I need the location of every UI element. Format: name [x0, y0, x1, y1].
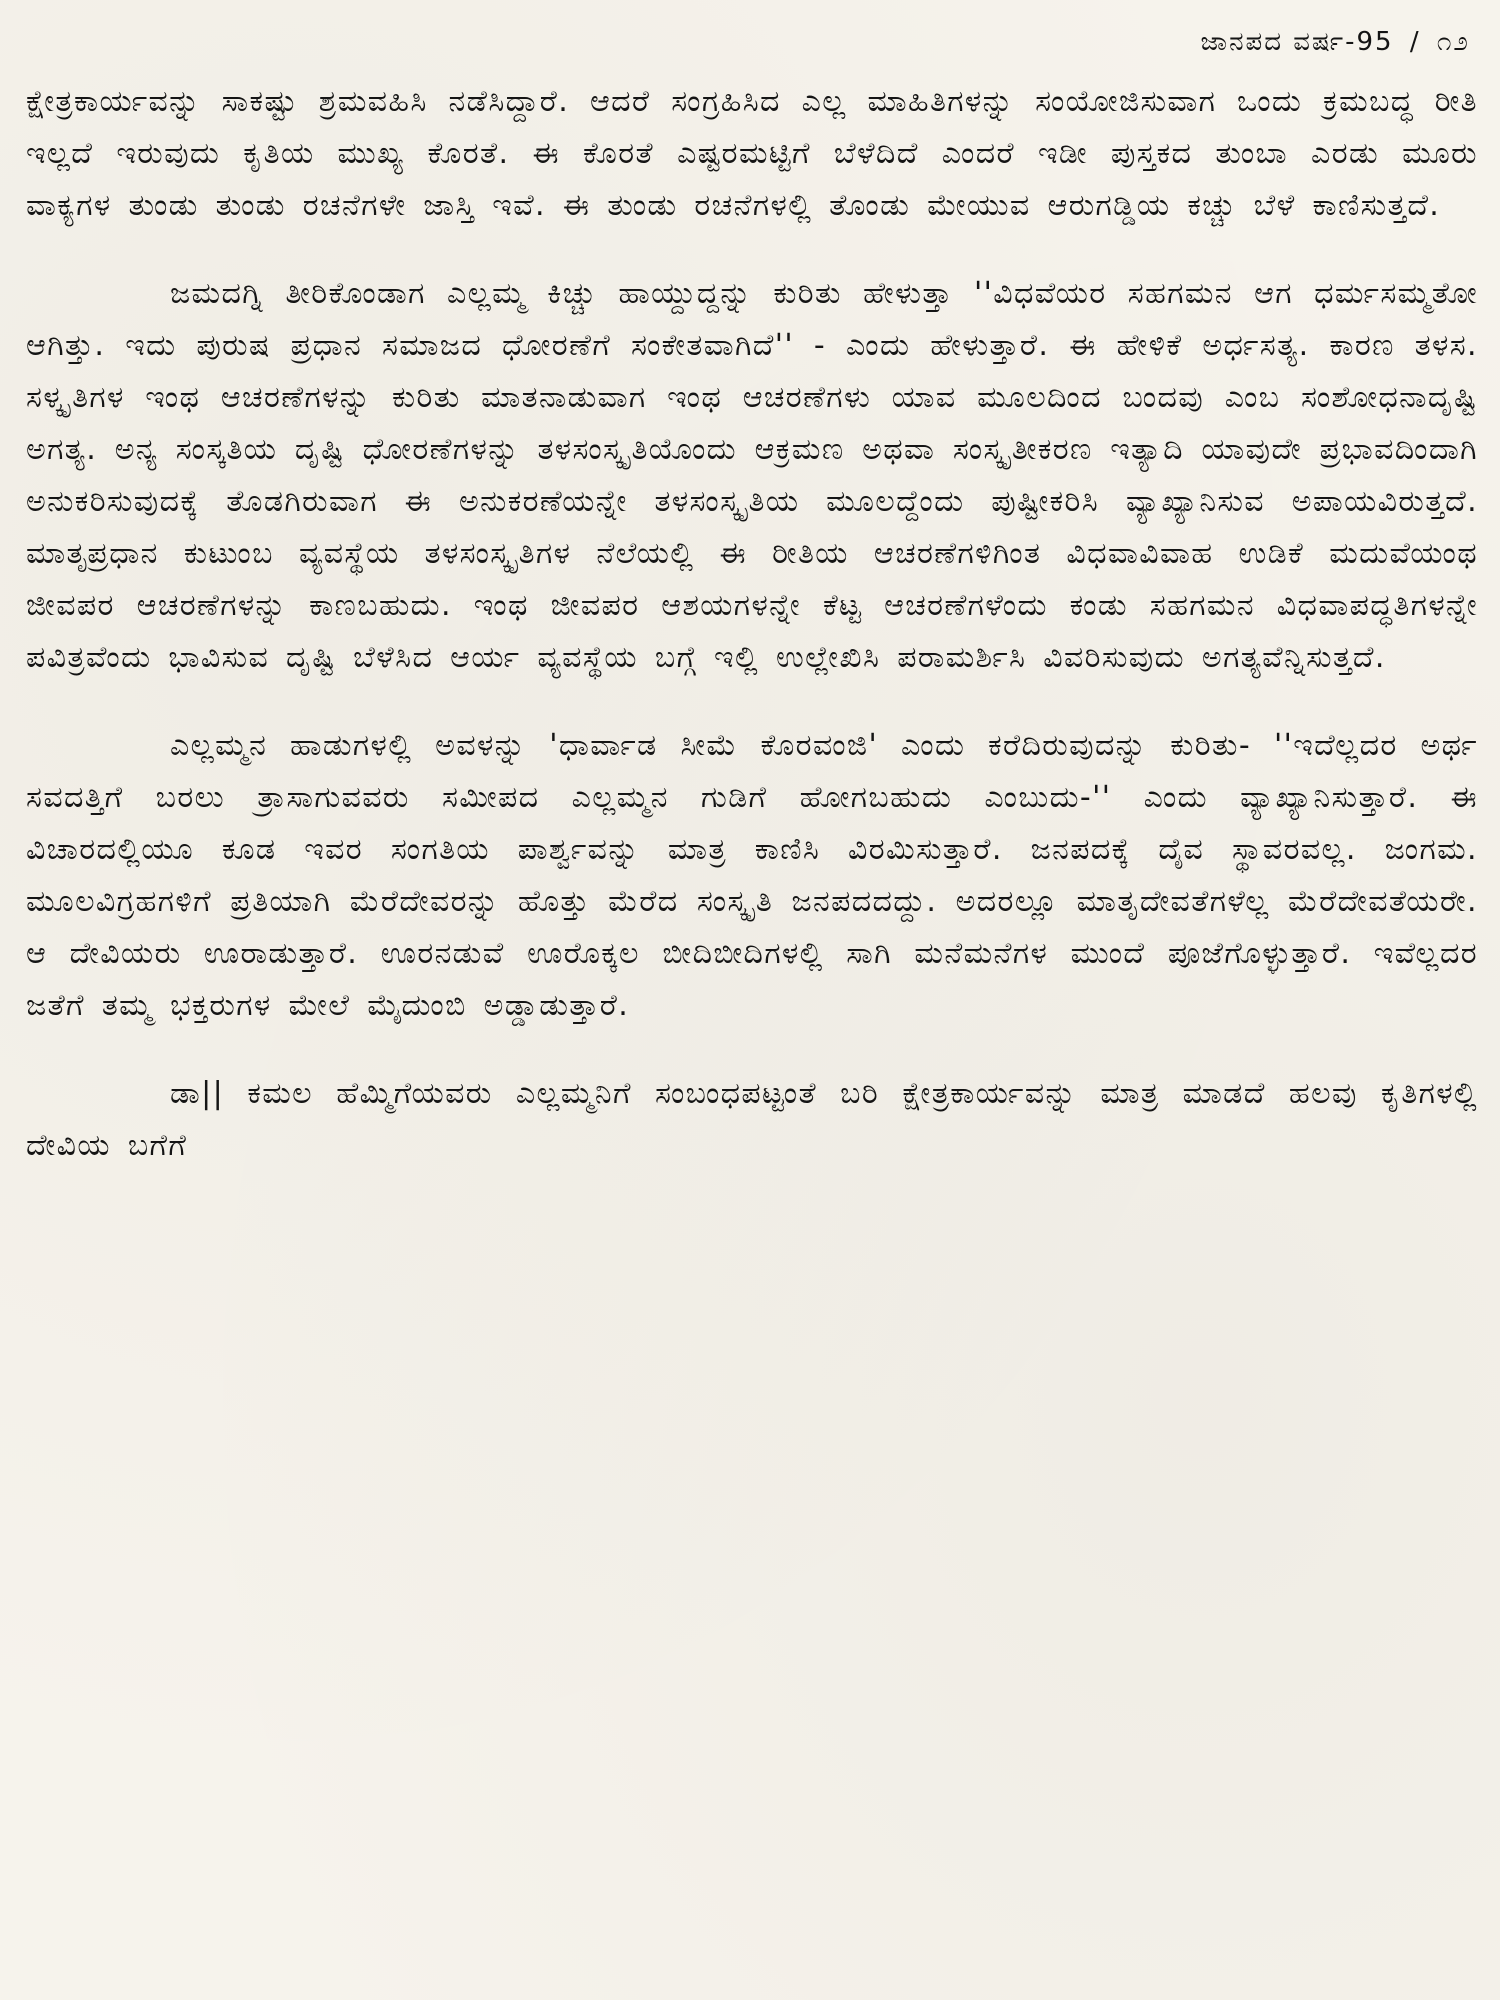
- header-separator: /: [1409, 27, 1421, 57]
- running-head: [26, 20, 1478, 76]
- paragraph-4: ಡಾ|| ಕಮಲ ಹೆಮ್ಮಿಗೆಯವರು ಎಲ್ಲಮ್ಮನಿಗೆ ಸಂಬಂಧಪಟ್ಟಂತೆ ಬರಿ ಕ್ಷೇತ್ರಕಾರ್ಯವನ್ನು ಮಾತ್ರ ಮಾಡದೆ ಹಲವು ಕೃತಿಗಳಲ್ಲಿ ದೇವಿಯ ಬಗೆಗೆ: [26, 1076, 1478, 1163]
- journal-title: ಜಾನಪದ ವರ್ಷ-95: [1200, 27, 1394, 57]
- paragraph-3: ಎಲ್ಲಮ್ಮನ ಹಾಡುಗಳಲ್ಲಿ ಅವಳನ್ನು 'ಧಾರ್ವಾಡ ಸೀಮೆ ಕೊರವಂಜಿ' ಎಂದು ಕರೆದಿರುವುದನ್ನು ಕುರಿತು- ''ಇದೆಲ್ಲದರ ಅರ್ಥ ಸವದತ್ತಿಗೆ ಬರಲು ತ್ರಾಸಾಗುವವರು ಸಮೀಪದ ಎಲ್ಲಮ್ಮನ ಗುಡಿಗೆ ಹೋಗಬಹುದು ಎಂಬುದು-'' ಎಂದು ವ್ಯಾಖ್ಯಾನಿಸುತ್ತಾರೆ. ಈ ವಿಚಾರದಲ್ಲಿಯೂ ಕೂಡ ಇವರ ಸಂಗತಿಯ ಪಾರ್ಶ್ವವನ್ನು ಮಾತ್ರ ಕಾಣಿಸಿ ವಿರಮಿಸುತ್ತಾರೆ. ಜನಪದಕ್ಕೆ ದೈವ ಸ್ಥಾವರವಲ್ಲ. ಜಂಗಮ. ಮೂಲವಿಗ್ರಹಗಳಿಗೆ ಪ್ರತಿಯಾಗಿ ಮೆರೆದೇವರನ್ನು ಹೊತ್ತು ಮೆರೆದ ಸಂಸ್ಕೃತಿ ಜನಪದದದ್ದು. ಅದರಲ್ಲೂ ಮಾತೃದೇವತೆಗಳೆಲ್ಲ ಮೆರೆದೇವತೆಯರೇ. ಆ ದೇವಿಯರು ಊರಾಡುತ್ತಾರೆ. ಊರನಡುವೆ ಊರೊಕ್ಕಲ ಬೀದಿಬೀದಿಗಳಲ್ಲಿ ಸಾಗಿ ಮನೆಮನೆಗಳ ಮುಂದೆ ಪೂಜೆಗೊಳ್ಳುತ್ತಾರೆ. ಇವೆಲ್ಲದರ ಜತೆಗೆ ತಮ್ಮ ಭಕ್ತರುಗಳ ಮೇಲೆ ಮೈದುಂಬಿ ಅಡ್ಡಾಡುತ್ತಾರೆ.: [26, 728, 1478, 1023]
- page-number: ೧೨: [1436, 27, 1470, 57]
- paragraph-1: ಕ್ಷೇತ್ರಕಾರ್ಯವನ್ನು ಸಾಕಷ್ಟು ಶ್ರಮವಹಿಸಿ ನಡೆಸಿದ್ದಾರೆ. ಆದರೆ ಸಂಗ್ರಹಿಸಿದ ಎಲ್ಲ ಮಾಹಿತಿಗಳನ್ನು ಸಂಯೋಜಿಸುವಾಗ ಒಂದು ಕ್ರಮಬದ್ಧ ರೀತಿ ಇಲ್ಲದೆ ಇರುವುದು ಕೃತಿಯ ಮುಖ್ಯ ಕೊರತೆ. ಈ ಕೊರತೆ ಎಷ್ಟರಮಟ್ಟಿಗೆ ಬೆಳೆದಿದೆ ಎಂದರೆ ಇಡೀ ಪುಸ್ತಕದ ತುಂಬಾ ಎರಡು ಮೂರು ವಾಕ್ಯಗಳ ತುಂಡು ತುಂಡು ರಚನೆಗಳೇ ಜಾಸ್ತಿ ಇವೆ. ಈ ತುಂಡು ರಚನೆಗಳಲ್ಲಿ ತೊಂಡು ಮೇಯುವ ಆರುಗಡ್ಡಿಯ ಕಚ್ಚು ಬೆಳೆ ಕಾಣಿಸುತ್ತದೆ.: [26, 84, 1478, 223]
- paragraph-2: ಜಮದಗ್ನಿ ತೀರಿಕೊಂಡಾಗ ಎಲ್ಲಮ್ಮ ಕಿಚ್ಚು ಹಾಯ್ದುದ್ದನ್ನು ಕುರಿತು ಹೇಳುತ್ತಾ ''ವಿಧವೆಯರ ಸಹಗಮನ ಆಗ ಧರ್ಮಸಮ್ಮತೋ ಆಗಿತ್ತು. ಇದು ಪುರುಷ ಪ್ರಧಾನ ಸಮಾಜದ ಧೋರಣೆಗೆ ಸಂಕೇತವಾಗಿದೆ'' - ಎಂದು ಹೇಳುತ್ತಾರೆ. ಈ ಹೇಳಿಕೆ ಅರ್ಧಸತ್ಯ. ಕಾರಣ ತಳಸ. ಸಳ್ಕೃತಿಗಳ ಇಂಥ ಆಚರಣೆಗಳನ್ನು ಕುರಿತು ಮಾತನಾಡುವಾಗ ಇಂಥ ಆಚರಣೆಗಳು ಯಾವ ಮೂಲದಿಂದ ಬಂದವು ಎಂಬ ಸಂಶೋಧನಾದೃಷ್ಟಿ ಅಗತ್ಯ. ಅನ್ಯ ಸಂಸ್ಕತಿಯ ದೃಷ್ಟಿ ಧೋರಣೆಗಳನ್ನು ತಳಸಂಸ್ಕೃತಿಯೊಂದು ಆಕ್ರಮಣ ಅಥವಾ ಸಂಸ್ಕೃತೀಕರಣ ಇತ್ಯಾದಿ ಯಾವುದೇ ಪ್ರಭಾವದಿಂದಾಗಿ ಅನುಕರಿಸುವುದಕ್ಕೆ ತೊಡಗಿರುವಾಗ ಈ ಅನುಕರಣೆಯನ್ನೇ ತಳಸಂಸ್ಕೃತಿಯ ಮೂಲದ್ದೆಂದು ಪುಷ್ಟೀಕರಿಸಿ ವ್ಯಾಖ್ಯಾನಿಸುವ ಅಪಾಯವಿರುತ್ತದೆ. ಮಾತೃಪ್ರಧಾನ ಕುಟುಂಬ ವ್ಯವಸ್ಥೆಯ ತಳಸಂಸ್ಕೃತಿಗಳ ನೆಲೆಯಲ್ಲಿ ಈ ರೀತಿಯ ಆಚರಣೆಗಳಿಗಿಂತ ವಿಧವಾವಿವಾಹ ಉಡಿಕೆ ಮದುವೆಯಂಥ ಜೀವಪರ ಆಚರಣೆಗಳನ್ನು ಕಾಣಬಹುದು. ಇಂಥ ಜೀವಪರ ಆಶಯಗಳನ್ನೇ ಕೆಟ್ಟ ಆಚರಣೆಗಳೆಂದು ಕಂಡು ಸಹಗಮನ ವಿಧವಾಪದ್ಧತಿಗಳನ್ನೇ ಪವಿತ್ರವೆಂದು ಭಾವಿಸುವ ದೃಷ್ಟಿ ಬೆಳೆಸಿದ ಆರ್ಯ ವ್ಯವಸ್ಥೆಯ ಬಗ್ಗೆ ಇಲ್ಲಿ ಉಲ್ಲೇಖಿಸಿ ಪರಾಮರ್ಶಿಸಿ ವಿವರಿಸುವುದು ಅಗತ್ಯವೆನ್ನಿಸುತ್ತದೆ.: [26, 276, 1478, 675]
